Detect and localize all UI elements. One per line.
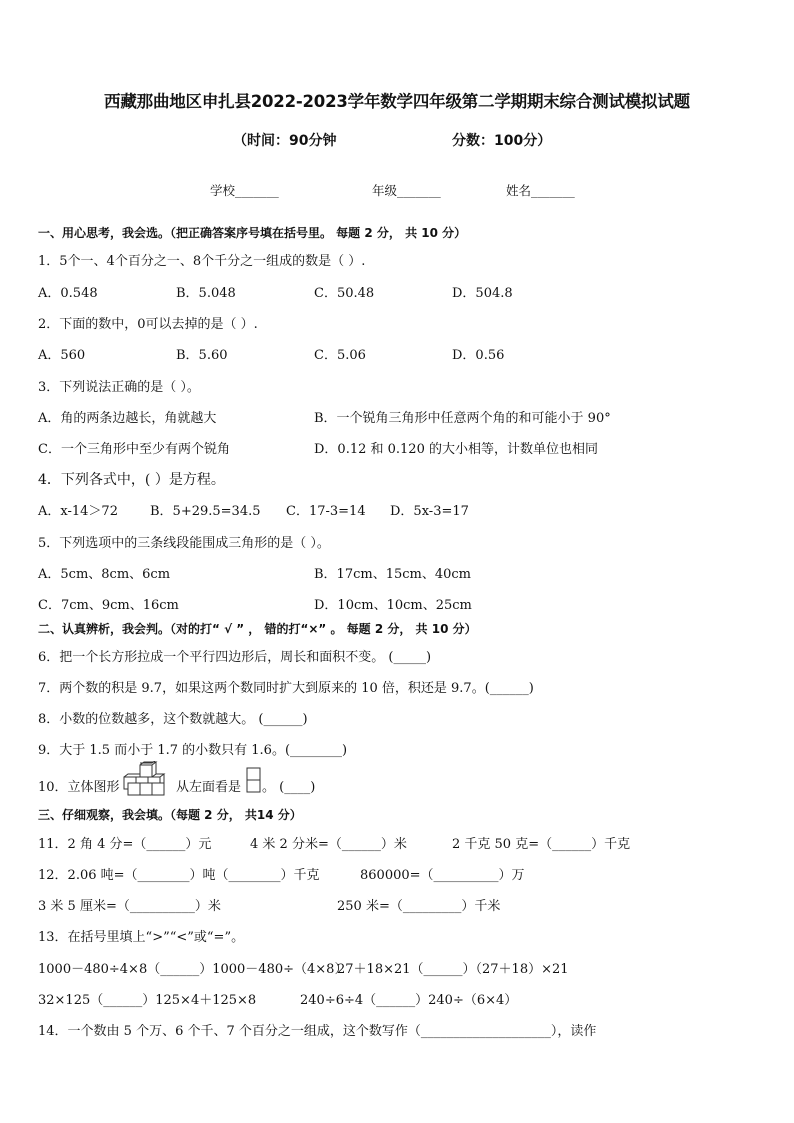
question-11-part-c: 2 千克 50 克=（______）千克 — [452, 837, 631, 852]
q5-option-a: A．5cm、8cm、6cm — [38, 567, 171, 582]
q4-option-c: C．17-3=14 — [286, 504, 366, 519]
question-9: 9．大于 1.5 而小于 1.7 的小数只有 1.6。(________) — [38, 743, 348, 758]
question-14: 14．一个数由 5 个万、6 个千、7 个百分之一组成，这个数写作（____________________），读作 — [38, 1024, 597, 1039]
q3-option-b: B．一个锐角三角形中任意两个角的和可能小于 90° — [314, 411, 611, 426]
question-10-part-a: 10．立体图形 — [38, 780, 120, 795]
section-3-heading: 三、仔细观察，我会填。（每题 2 分， 共14 分） — [38, 808, 302, 822]
score-info: 分数：100分） — [452, 133, 552, 149]
q4-option-b: B．5+29.5=34.5 — [150, 504, 261, 519]
q2-option-d: D．0.56 — [452, 348, 505, 363]
question-8: 8．小数的位数越多，这个数就越大。 (______) — [38, 712, 308, 727]
question-13-item-d: 240÷6÷4（______）240÷（6×4） — [300, 993, 518, 1008]
question-13-item-b: 27＋18×21（______）（27＋18）×21 — [337, 962, 569, 977]
question-13: 13．在括号里填上“>”“<”或“=”。 — [38, 930, 245, 945]
question-13-item-c: 32×125（______）125×4＋125×8 — [38, 993, 257, 1008]
q1-option-c: C．50.48 — [314, 286, 375, 301]
q1-option-b: B．5.048 — [176, 286, 236, 301]
question-11-part-a: 11．2 角 4 分=（______）元 — [38, 837, 212, 852]
question-1: 1．5个一、4个百分之一、8个千分之一组成的数是（ ）. — [38, 254, 366, 269]
question-3: 3．下列说法正确的是（ ）。 — [38, 380, 200, 395]
solid-figure-image — [122, 761, 174, 799]
q2-option-b: B．5.60 — [176, 348, 228, 363]
time-info: （时间：90分钟 — [233, 133, 337, 149]
section-1-heading: 一、用心思考，我会选。（把正确答案序号填在括号里。 每题 2 分， 共 10 分） — [38, 226, 467, 240]
question-2: 2．下面的数中，0可以去掉的是（ ）. — [38, 317, 258, 332]
question-6: 6．把一个长方形拉成一个平行四边形后，周长和面积不变。 (_____) — [38, 650, 432, 665]
q1-option-a: A．0.548 — [38, 286, 98, 301]
section-2-heading: 二、认真辨析，我会判。（对的打“ √ ” ， 错的打“×” 。 每题 2 分， 共 10 分） — [38, 622, 477, 636]
q1-option-d: D．504.8 — [452, 286, 513, 301]
q4-option-a: A．x-14＞72 — [38, 504, 118, 519]
grade-field: 年级_______ — [372, 183, 441, 198]
question-13-item-a: 1000－480÷4×8（______）1000－480÷（4×8） — [38, 962, 348, 977]
page-title: 西藏那曲地区申扎县2022-2023学年数学四年级第二学期期末综合测试模拟试题 — [104, 92, 690, 111]
question-12-part-b: 860000=（__________）万 — [360, 868, 525, 883]
question-7: 7．两个数的积是 9.7，如果这两个数同时扩大到原来的 10 倍，积还是 9.7。(______) — [38, 681, 534, 696]
q4-option-d: D．5x-3=17 — [390, 504, 469, 519]
q2-option-a: A．560 — [38, 348, 86, 363]
q3-option-d: D．0.12 和 0.120 的大小相等，计数单位也相同 — [314, 442, 598, 457]
q2-option-c: C．5.06 — [314, 348, 366, 363]
question-11-part-b: 4 米 2 分米=（______）米 — [250, 837, 407, 852]
question-10-part-c: 。 (____) — [262, 780, 316, 795]
question-4: 4．下列各式中，( ）是方程。 — [38, 472, 225, 488]
q3-option-a: A．角的两条边越长，角就越大 — [38, 411, 217, 426]
left-view-image — [245, 767, 263, 793]
q3-option-c: C．一个三角形中至少有两个锐角 — [38, 442, 230, 457]
name-field: 姓名_______ — [506, 183, 575, 198]
question-12-part-c: 3 米 5 厘米=（__________）米 — [38, 899, 221, 914]
question-10-part-b: 从左面看是 — [176, 780, 242, 795]
q5-option-c: C．7cm、9cm、16cm — [38, 598, 179, 613]
question-12-part-a: 12．2.06 吨=（________）吨（________）千克 — [38, 868, 320, 883]
q5-option-d: D．10cm、10cm、25cm — [314, 598, 472, 613]
question-5: 5．下列选项中的三条线段能围成三角形的是（ ）。 — [38, 536, 330, 551]
question-12-part-d: 250 米=（_________）千米 — [337, 899, 501, 914]
q5-option-b: B．17cm、15cm、40cm — [314, 567, 472, 582]
school-field: 学校_______ — [210, 183, 279, 198]
